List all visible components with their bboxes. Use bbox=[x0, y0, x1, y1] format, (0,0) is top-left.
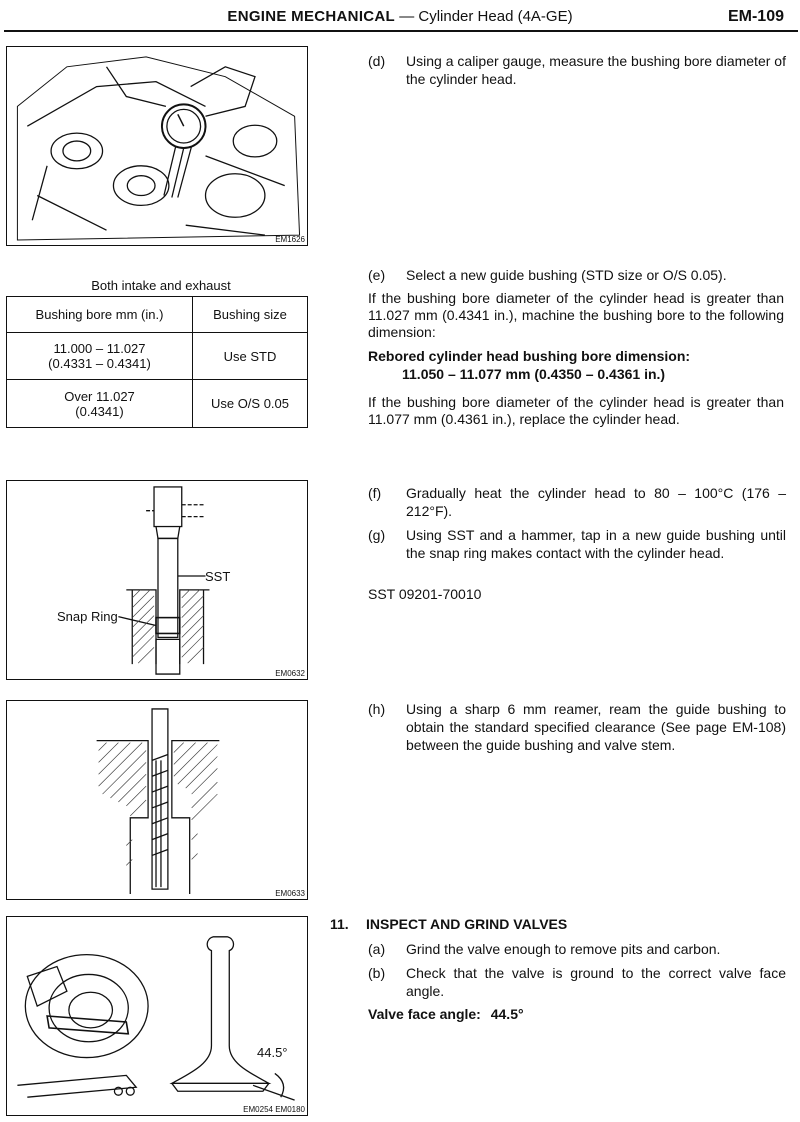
step-d-label: (d) bbox=[368, 53, 386, 69]
figure-code: EM1626 bbox=[275, 235, 305, 244]
figure-caliper-gauge bbox=[6, 46, 308, 246]
figure-code: EM0632 bbox=[275, 669, 305, 678]
page-header bbox=[0, 0, 800, 34]
table-header-cell: Bushing size bbox=[193, 297, 308, 333]
step-d-text: Using a caliper gauge, measure the bushing bore diameter of the cylinder head. bbox=[406, 53, 786, 87]
step-f-text: Gradually heat the cylinder head to 80 – 100°C (176 – 212°F). bbox=[406, 485, 786, 519]
snap-ring-label: Snap Ring bbox=[57, 609, 118, 624]
step-g-text: Using SST and a hammer, tap in a new guide bushing until the snap ring makes contact with the cylinder head. bbox=[406, 527, 786, 561]
step-11a bbox=[368, 940, 786, 960]
valve-face-angle-spec bbox=[368, 1006, 668, 1023]
step-g-label: (g) bbox=[368, 527, 386, 543]
bushing-size-table bbox=[6, 296, 308, 428]
step-g bbox=[368, 526, 786, 582]
valve-face-angle-label: Valve face angle: bbox=[368, 1006, 481, 1022]
table-cell-bore bbox=[7, 333, 193, 380]
angle-label: 44.5° bbox=[257, 1045, 288, 1060]
sst-number: SST 09201-70010 bbox=[368, 586, 482, 602]
bore-line2: (0.4331 – 0.4341) bbox=[48, 356, 151, 371]
step-e-text: Select a new guide bushing (STD size or O/S 0.05). bbox=[406, 267, 727, 283]
section-title: INSPECT AND GRIND VALVES bbox=[366, 916, 568, 932]
valve-grind-illustration bbox=[7, 917, 307, 1115]
bore-line1: 11.000 – 11.027 bbox=[53, 341, 146, 356]
table-header-cell: Bushing bore mm (in.) bbox=[7, 297, 193, 333]
step-e-label: (e) bbox=[368, 267, 386, 283]
sst-label: SST bbox=[205, 569, 231, 584]
step-f bbox=[368, 484, 786, 524]
step-e-paragraph-1: If the bushing bore diameter of the cylinder head is greater than 11.027 mm (0.4341 in.), machine the bushing bore to the following dimension: bbox=[368, 290, 784, 340]
step-d bbox=[368, 52, 786, 92]
figure-sst-install bbox=[6, 480, 308, 680]
step-11a-text: Grind the valve enough to remove pits and carbon. bbox=[406, 941, 721, 957]
bore-line1: Over 11.027 bbox=[64, 388, 135, 404]
step-h-text: Using a sharp 6 mm reamer, ream the guide bushing to obtain the standard specified clearance (See page EM-108) between the guide bushing and valve stem. bbox=[406, 701, 786, 753]
table-caption: Both intake and exhaust bbox=[91, 278, 231, 293]
header-rule bbox=[4, 30, 798, 32]
table-row bbox=[7, 380, 308, 428]
step-11b bbox=[368, 964, 786, 1004]
step-f-label: (f) bbox=[368, 485, 382, 501]
table-cell-bore bbox=[7, 380, 193, 428]
reamer-illustration bbox=[7, 701, 307, 899]
rebored-spec-value: 11.050 – 11.077 mm (0.4350 – 0.4361 in.) bbox=[402, 366, 666, 382]
figure-reamer bbox=[6, 700, 308, 900]
header-section: ENGINE MECHANICAL bbox=[227, 8, 396, 25]
step-11a-label: (a) bbox=[368, 941, 386, 957]
step-h bbox=[368, 700, 786, 760]
table-cell-size: Use STD bbox=[193, 333, 308, 380]
figure-code: EM0633 bbox=[275, 889, 305, 898]
caliper-gauge-illustration bbox=[7, 47, 307, 245]
rebored-spec-title: Rebored cylinder head bushing bore dimension: bbox=[368, 348, 691, 364]
header-separator: — bbox=[399, 8, 415, 25]
header-title bbox=[180, 8, 620, 25]
bore-line2: (0.4341) bbox=[75, 403, 124, 419]
step-e-paragraph-2: If the bushing bore diameter of the cylinder head is greater than 11.077 mm (0.4361 in.), replace the cylinder head. bbox=[368, 394, 784, 427]
figure-valve-grind bbox=[6, 916, 308, 1116]
step-11b-label: (b) bbox=[368, 965, 386, 981]
header-subsection: Cylinder Head (4A-GE) bbox=[418, 8, 573, 25]
step-h-label: (h) bbox=[368, 701, 386, 717]
valve-face-angle-value: 44.5° bbox=[490, 1006, 524, 1022]
step-11b-text: Check that the valve is ground to the correct valve face angle. bbox=[406, 965, 786, 999]
section-number: 11. bbox=[330, 916, 349, 932]
table-cell-size: Use O/S 0.05 bbox=[193, 380, 308, 428]
table-header-row bbox=[7, 297, 308, 333]
step-e bbox=[368, 266, 786, 286]
page-number: EM-109 bbox=[727, 8, 784, 25]
table-row bbox=[7, 333, 308, 380]
sst-install-illustration bbox=[7, 481, 307, 679]
figure-code: EM0254 EM0180 bbox=[243, 1105, 305, 1114]
